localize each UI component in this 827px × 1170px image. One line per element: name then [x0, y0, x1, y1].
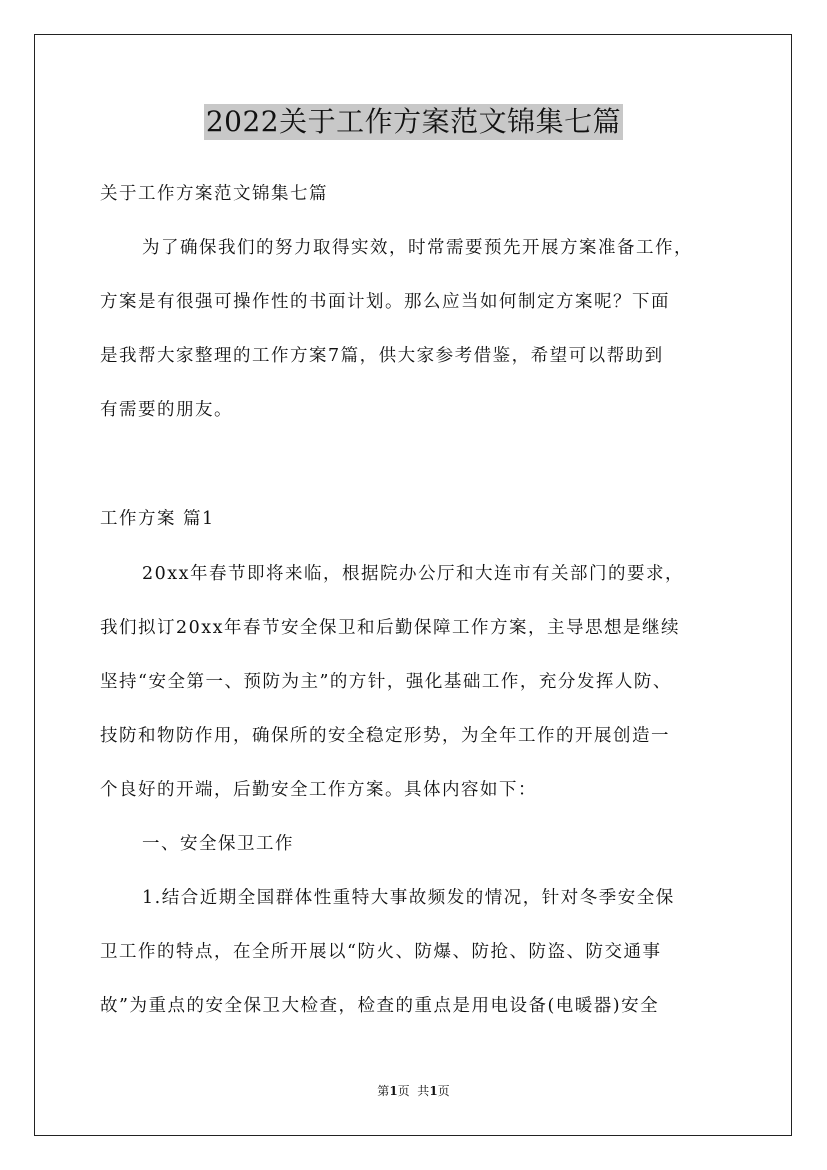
subheading: 一、安全保卫工作 — [142, 834, 294, 854]
footer-prefix: 第 — [377, 1084, 390, 1098]
intro-line: 是我帮大家整理的工作方案7篇，供大家参考借鉴，希望可以帮助到 — [100, 346, 664, 366]
document-title: 2022关于工作方案范文锦集七篇 — [205, 105, 622, 138]
section-line: 20xx年春节即将来临，根据院办公厅和大连市有关部门的要求， — [142, 564, 685, 584]
document-subtitle: 关于工作方案范文锦集七篇 — [100, 184, 328, 204]
footer-suffix: 页 — [437, 1084, 450, 1098]
page-footer — [0, 1083, 827, 1099]
intro-line: 为了确保我们的努力取得实效，时常需要预先开展方案准备工作， — [142, 238, 693, 258]
item-line: 卫工作的特点，在全所开展以“防火、防爆、防抢、防盗、防交通事 — [100, 942, 662, 962]
footer-mid: 页 共 — [397, 1084, 430, 1098]
title-container — [0, 104, 827, 140]
section-heading: 工作方案 篇1 — [100, 509, 215, 529]
section-line: 坚持“安全第一、预防为主”的方针，强化基础工作，充分发挥人防、 — [100, 672, 672, 692]
section-line: 我们拟订20xx年春节安全保卫和后勤保障工作方案，主导思想是继续 — [100, 618, 681, 638]
item-line: 1.结合近期全国群体性重特大事故频发的情况，针对冬季安全保 — [142, 888, 675, 908]
intro-line: 方案是有很强可操作性的书面计划。那么应当如何制定方案呢？下面 — [100, 292, 670, 312]
section-line: 个良好的开端，后勤安全工作方案。具体内容如下： — [100, 780, 537, 800]
intro-line: 有需要的朋友。 — [100, 400, 233, 420]
total-pages: 1 — [429, 1084, 438, 1098]
section-line: 技防和物防作用，确保所的安全稳定形势，为全年工作的开展创造一 — [100, 726, 670, 746]
page-number: 1 — [389, 1084, 398, 1098]
item-line: 故”为重点的安全保卫大检查，检查的重点是用电设备(电暖器)安全 — [100, 996, 660, 1016]
